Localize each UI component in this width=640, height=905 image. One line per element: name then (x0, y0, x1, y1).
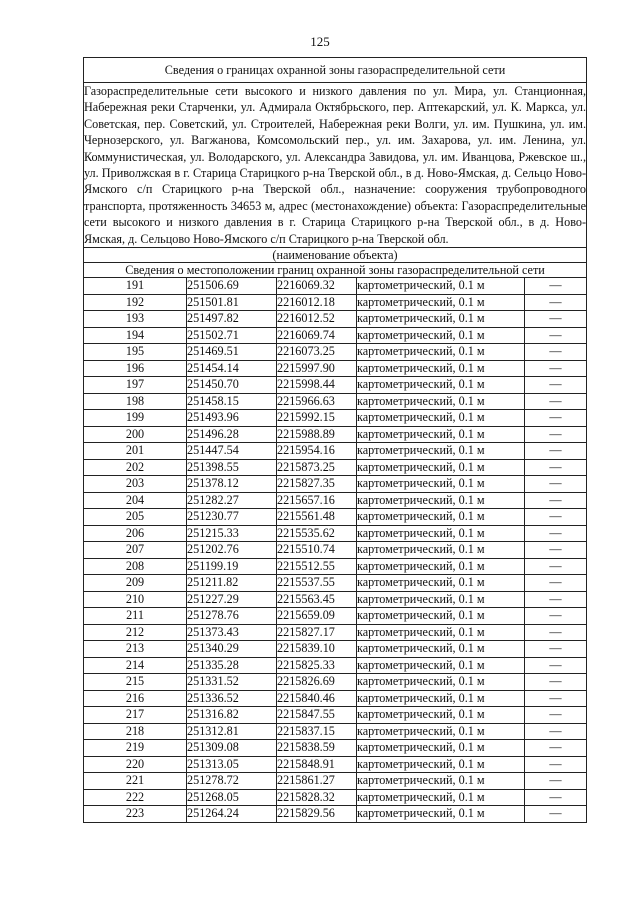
coordinate-x: 251454.14 (187, 360, 277, 377)
coordinate-x: 251335.28 (187, 657, 277, 674)
note-dash: — (525, 426, 587, 443)
coordinate-x: 251264.24 (187, 806, 277, 823)
table-row (84, 789, 587, 806)
coordinate-x: 251506.69 (187, 278, 277, 295)
coordinate-x: 251278.72 (187, 773, 277, 790)
table-row (84, 377, 587, 394)
note-dash: — (525, 294, 587, 311)
coordinate-y: 2215861.27 (277, 773, 357, 790)
coordinate-y: 2215825.33 (277, 657, 357, 674)
coordinate-x: 251336.52 (187, 690, 277, 707)
determination-method: картометрический, 0.1 м (357, 377, 525, 394)
coordinate-y: 2216012.18 (277, 294, 357, 311)
note-dash: — (525, 393, 587, 410)
coordinate-x: 251211.82 (187, 575, 277, 592)
table-row (84, 278, 587, 295)
coordinate-y: 2215827.17 (277, 624, 357, 641)
table-row (84, 608, 587, 625)
section-title: Сведения о местоположении границ охранной зоны газораспределительной сети (84, 263, 587, 278)
boundary-table (83, 57, 587, 823)
point-number: 203 (84, 476, 187, 493)
table-row (84, 591, 587, 608)
note-dash: — (525, 360, 587, 377)
table-row (84, 311, 587, 328)
determination-method: картометрический, 0.1 м (357, 756, 525, 773)
point-number: 213 (84, 641, 187, 658)
determination-method: картометрический, 0.1 м (357, 624, 525, 641)
table-row (84, 690, 587, 707)
table-row (84, 344, 587, 361)
point-number: 207 (84, 542, 187, 559)
point-number: 217 (84, 707, 187, 724)
point-number: 205 (84, 509, 187, 526)
point-number: 221 (84, 773, 187, 790)
table-row (84, 393, 587, 410)
point-number: 209 (84, 575, 187, 592)
coordinate-y: 2215535.62 (277, 525, 357, 542)
coordinate-y: 2215657.16 (277, 492, 357, 509)
coordinate-y: 2215988.89 (277, 426, 357, 443)
note-dash: — (525, 806, 587, 823)
point-number: 200 (84, 426, 187, 443)
coordinate-x: 251202.76 (187, 542, 277, 559)
point-number: 211 (84, 608, 187, 625)
coordinate-x: 251496.28 (187, 426, 277, 443)
point-number: 194 (84, 327, 187, 344)
table-row (84, 426, 587, 443)
coordinate-x: 251378.12 (187, 476, 277, 493)
table-row (84, 674, 587, 691)
point-number: 193 (84, 311, 187, 328)
coordinate-y: 2215839.10 (277, 641, 357, 658)
coordinate-x: 251340.29 (187, 641, 277, 658)
coordinate-x: 251215.33 (187, 525, 277, 542)
coordinate-y: 2215828.32 (277, 789, 357, 806)
table-row (84, 459, 587, 476)
determination-method: картометрический, 0.1 м (357, 443, 525, 460)
table-row (84, 476, 587, 493)
determination-method: картометрический, 0.1 м (357, 707, 525, 724)
point-number: 212 (84, 624, 187, 641)
note-dash: — (525, 344, 587, 361)
coordinate-y: 2215838.59 (277, 740, 357, 757)
coordinate-x: 251309.08 (187, 740, 277, 757)
point-number: 218 (84, 723, 187, 740)
object-caption: (наименование объекта) (84, 248, 587, 263)
coordinate-x: 251373.43 (187, 624, 277, 641)
determination-method: картометрический, 0.1 м (357, 542, 525, 559)
determination-method: картометрический, 0.1 м (357, 492, 525, 509)
point-number: 214 (84, 657, 187, 674)
determination-method: картометрический, 0.1 м (357, 657, 525, 674)
determination-method: картометрический, 0.1 м (357, 608, 525, 625)
point-number: 204 (84, 492, 187, 509)
determination-method: картометрический, 0.1 м (357, 344, 525, 361)
determination-method: картометрический, 0.1 м (357, 327, 525, 344)
coordinate-y: 2215537.55 (277, 575, 357, 592)
note-dash: — (525, 624, 587, 641)
page-number: 125 (310, 34, 330, 49)
coordinate-y: 2215848.91 (277, 756, 357, 773)
determination-method: картометрический, 0.1 м (357, 294, 525, 311)
table-row (84, 707, 587, 724)
table-row (84, 740, 587, 757)
point-number: 197 (84, 377, 187, 394)
point-number: 199 (84, 410, 187, 427)
table-row (84, 360, 587, 377)
coordinate-y: 2216012.52 (277, 311, 357, 328)
table-row (84, 410, 587, 427)
note-dash: — (525, 591, 587, 608)
coordinate-y: 2215510.74 (277, 542, 357, 559)
point-number: 222 (84, 789, 187, 806)
determination-method: картометрический, 0.1 м (357, 360, 525, 377)
coordinate-y: 2216069.32 (277, 278, 357, 295)
coordinate-x: 251502.71 (187, 327, 277, 344)
note-dash: — (525, 509, 587, 526)
determination-method: картометрический, 0.1 м (357, 311, 525, 328)
determination-method: картометрический, 0.1 м (357, 789, 525, 806)
description-row (84, 83, 587, 248)
coordinate-x: 251497.82 (187, 311, 277, 328)
determination-method: картометрический, 0.1 м (357, 476, 525, 493)
coordinate-x: 251469.51 (187, 344, 277, 361)
point-number: 201 (84, 443, 187, 460)
coordinate-x: 251312.81 (187, 723, 277, 740)
note-dash: — (525, 476, 587, 493)
table-row (84, 806, 587, 823)
table-row (84, 525, 587, 542)
note-dash: — (525, 641, 587, 658)
section-title-row (84, 263, 587, 278)
table-row (84, 657, 587, 674)
point-number: 210 (84, 591, 187, 608)
point-number: 223 (84, 806, 187, 823)
table-row (84, 542, 587, 559)
determination-method: картометрический, 0.1 м (357, 575, 525, 592)
coordinate-y: 2216069.74 (277, 327, 357, 344)
note-dash: — (525, 674, 587, 691)
coordinate-x: 251230.77 (187, 509, 277, 526)
determination-method: картометрический, 0.1 м (357, 773, 525, 790)
coordinate-y: 2215659.09 (277, 608, 357, 625)
table-row (84, 723, 587, 740)
coordinate-y: 2215561.48 (277, 509, 357, 526)
coordinate-y: 2215966.63 (277, 393, 357, 410)
table-row (84, 443, 587, 460)
note-dash: — (525, 789, 587, 806)
coordinate-y: 2215827.35 (277, 476, 357, 493)
note-dash: — (525, 756, 587, 773)
coordinate-y: 2215997.90 (277, 360, 357, 377)
note-dash: — (525, 690, 587, 707)
table-row (84, 509, 587, 526)
note-dash: — (525, 542, 587, 559)
table-row (84, 558, 587, 575)
point-number: 216 (84, 690, 187, 707)
determination-method: картометрический, 0.1 м (357, 806, 525, 823)
coordinate-y: 2215954.16 (277, 443, 357, 460)
point-number: 192 (84, 294, 187, 311)
note-dash: — (525, 327, 587, 344)
note-dash: — (525, 311, 587, 328)
coordinate-y: 2215563.45 (277, 591, 357, 608)
point-number: 208 (84, 558, 187, 575)
determination-method: картометрический, 0.1 м (357, 459, 525, 476)
determination-method: картометрический, 0.1 м (357, 525, 525, 542)
determination-method: картометрический, 0.1 м (357, 740, 525, 757)
point-number: 215 (84, 674, 187, 691)
coordinate-x: 251331.52 (187, 674, 277, 691)
table-row (84, 624, 587, 641)
table-row (84, 575, 587, 592)
coordinate-x: 251316.82 (187, 707, 277, 724)
note-dash: — (525, 575, 587, 592)
note-dash: — (525, 657, 587, 674)
determination-method: картометрический, 0.1 м (357, 558, 525, 575)
note-dash: — (525, 707, 587, 724)
coordinate-y: 2215829.56 (277, 806, 357, 823)
table-row (84, 756, 587, 773)
determination-method: картометрический, 0.1 м (357, 723, 525, 740)
table-row (84, 773, 587, 790)
coordinate-x: 251268.05 (187, 789, 277, 806)
coordinate-x: 251447.54 (187, 443, 277, 460)
coordinate-y: 2215873.25 (277, 459, 357, 476)
determination-method: картометрический, 0.1 м (357, 278, 525, 295)
determination-method: картометрический, 0.1 м (357, 410, 525, 427)
object-description: Газораспределительные сети высокого и низкого давления по ул. Мира, ул. Станционная, Набережная реки Старченки, ул. Адмирала Октябрьского, пер. Аптекарский, ул. К. Маркса, ул. Советская, пер. Советский, ул. Строителей, Набережная реки Волги, ул. им. Пушкина, ул. им. Чернозерского, ул. Вагжанова, Комсомольский пер., ул. им. Захарова, ул. им. Ленина, ул. Коммунистическая, ул. Володарского, ул. Александра Завидова, ул. им. Иванцова, Ржевское ш., ул. Приволжская в г. Старица Старицкого р-на Тверской обл., в д. Ново-Ямская, д. Сельцо Ново-Ямского с/п Старицкого р-на Тверской обл., назначение: сооружения трубопроводного транспорта, протяженность 34653 м, адрес (местонахождение) объекта: Газораспределительные сети высокого и низкого давления в г. Старица Старицкого р-на Тверской обл., в д. Ново-Ямская, д. Сельцово Ново-Ямского с/п Старицкого р-на Тверской обл. (84, 84, 587, 246)
coordinate-x: 251501.81 (187, 294, 277, 311)
coordinate-y: 2215992.15 (277, 410, 357, 427)
coordinate-x: 251398.55 (187, 459, 277, 476)
coordinate-y: 2215826.69 (277, 674, 357, 691)
point-number: 202 (84, 459, 187, 476)
coordinate-x: 251493.96 (187, 410, 277, 427)
coordinate-x: 251450.70 (187, 377, 277, 394)
point-number: 219 (84, 740, 187, 757)
point-number: 220 (84, 756, 187, 773)
note-dash: — (525, 525, 587, 542)
coordinate-x: 251313.05 (187, 756, 277, 773)
point-number: 206 (84, 525, 187, 542)
note-dash: — (525, 459, 587, 476)
coordinate-y: 2215837.15 (277, 723, 357, 740)
coordinate-y: 2215998.44 (277, 377, 357, 394)
note-dash: — (525, 443, 587, 460)
note-dash: — (525, 723, 587, 740)
table-row (84, 641, 587, 658)
note-dash: — (525, 278, 587, 295)
coordinate-y: 2215847.55 (277, 707, 357, 724)
point-number: 191 (84, 278, 187, 295)
note-dash: — (525, 608, 587, 625)
coordinate-y: 2216073.25 (277, 344, 357, 361)
determination-method: картометрический, 0.1 м (357, 426, 525, 443)
note-dash: — (525, 773, 587, 790)
coordinate-x: 251282.27 (187, 492, 277, 509)
table-row (84, 492, 587, 509)
table-body (84, 58, 587, 823)
coordinate-x: 251199.19 (187, 558, 277, 575)
note-dash: — (525, 558, 587, 575)
table-title: Сведения о границах охранной зоны газораспределительной сети (84, 58, 587, 83)
determination-method: картометрический, 0.1 м (357, 641, 525, 658)
determination-method: картометрический, 0.1 м (357, 690, 525, 707)
determination-method: картометрический, 0.1 м (357, 393, 525, 410)
note-dash: — (525, 740, 587, 757)
determination-method: картометрический, 0.1 м (357, 674, 525, 691)
note-dash: — (525, 410, 587, 427)
table-row (84, 294, 587, 311)
coordinate-y: 2215512.55 (277, 558, 357, 575)
object-caption-row (84, 248, 587, 263)
header-row (84, 58, 587, 83)
point-number: 198 (84, 393, 187, 410)
note-dash: — (525, 492, 587, 509)
determination-method: картометрический, 0.1 м (357, 509, 525, 526)
determination-method: картометрический, 0.1 м (357, 591, 525, 608)
note-dash: — (525, 377, 587, 394)
coordinate-x: 251458.15 (187, 393, 277, 410)
point-number: 195 (84, 344, 187, 361)
table-row (84, 327, 587, 344)
point-number: 196 (84, 360, 187, 377)
coordinate-y: 2215840.46 (277, 690, 357, 707)
coordinate-x: 251227.29 (187, 591, 277, 608)
coordinate-x: 251278.76 (187, 608, 277, 625)
